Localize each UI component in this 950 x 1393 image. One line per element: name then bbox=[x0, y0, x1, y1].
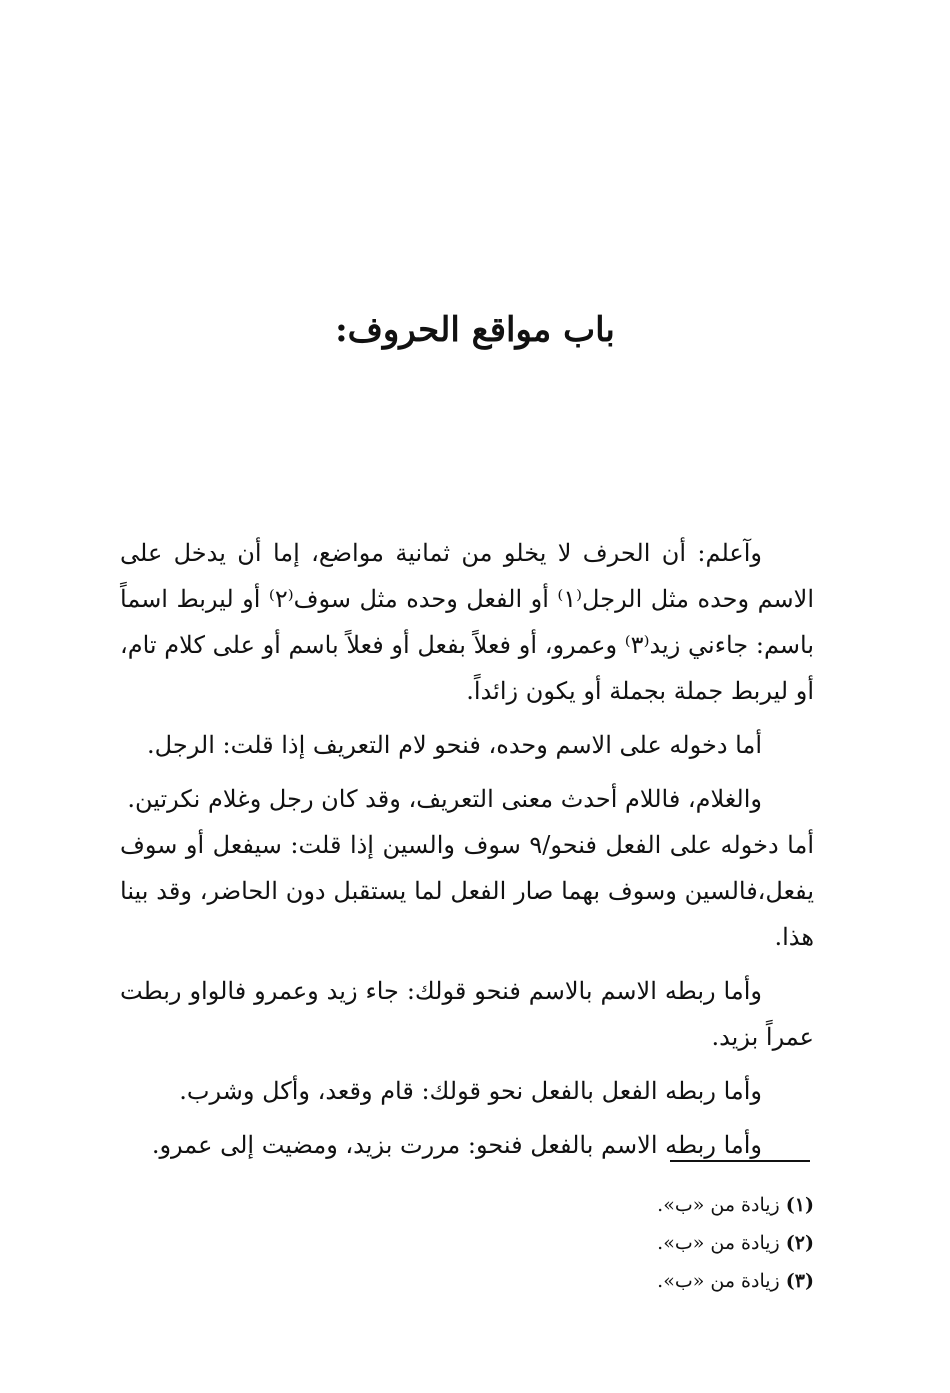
chapter-title: باب مواقع الحروف: bbox=[335, 310, 615, 350]
paragraph-definite-article: والغلام، فاللام أحدث معنى التعريف، وقد كان رجل وغلام نكرتين. bbox=[127, 785, 762, 813]
paragraph-verb-to-verb: وأما ربطه الفعل بالفعل نحو قولك: قام وقعد، وأكل وشرب. bbox=[179, 1077, 762, 1105]
footnote-2 bbox=[657, 1224, 814, 1262]
body-text bbox=[120, 530, 814, 1168]
paragraph-noun-only: أما دخوله على الاسم وحده، فنحو لام التعريف إذا قلت: الرجل. bbox=[147, 731, 762, 759]
paragraph-intro: وآعلم: أن الحرف لا يخلو من ثمانية مواضع، إما أن يدخل على الاسم وحده مثل الرجل⁽١⁾ أو الفعل وحده مثل سوف⁽٢⁾ أو ليربط اسماً باسم: جاءني زيد⁽٣⁾ وعمرو، أو فعلاً بفعل أو فعلاً باسم أو على كلام تام، أو ليربط جملة بجملة أو يكون زائداً. bbox=[120, 539, 815, 705]
footnote-text: زيادة من «ب». bbox=[657, 1270, 780, 1292]
footnote-3 bbox=[657, 1262, 814, 1300]
paragraph-noun-to-verb: وأما ربطه الاسم بالفعل فنحو: مررت بزيد، ومضيت إلى عمرو. bbox=[151, 1131, 762, 1159]
footnote-text: زيادة من «ب». bbox=[657, 1232, 780, 1254]
paragraph-noun-to-noun: وأما ربطه الاسم بالاسم فنحو قولك: جاء زيد وعمرو فالواو ربطت عمراً بزيد. bbox=[120, 977, 814, 1051]
footnotes bbox=[657, 1186, 814, 1300]
footnote-number: (٣) bbox=[785, 1270, 814, 1292]
footnote-number: (١) bbox=[785, 1194, 814, 1216]
footnote-divider bbox=[670, 1160, 810, 1162]
footnote-1 bbox=[657, 1186, 814, 1224]
footnote-number: (٢) bbox=[785, 1232, 814, 1254]
paragraph-verb-only: أما دخوله على الفعل فنحو/٩ سوف والسين إذا قلت: سيفعل أو سوف يفعل،فالسين وسوف بهما صار الفعل لما يستقبل دون الحاضر، وقد بينا هذا. bbox=[120, 831, 814, 951]
footnote-text: زيادة من «ب». bbox=[657, 1194, 780, 1216]
